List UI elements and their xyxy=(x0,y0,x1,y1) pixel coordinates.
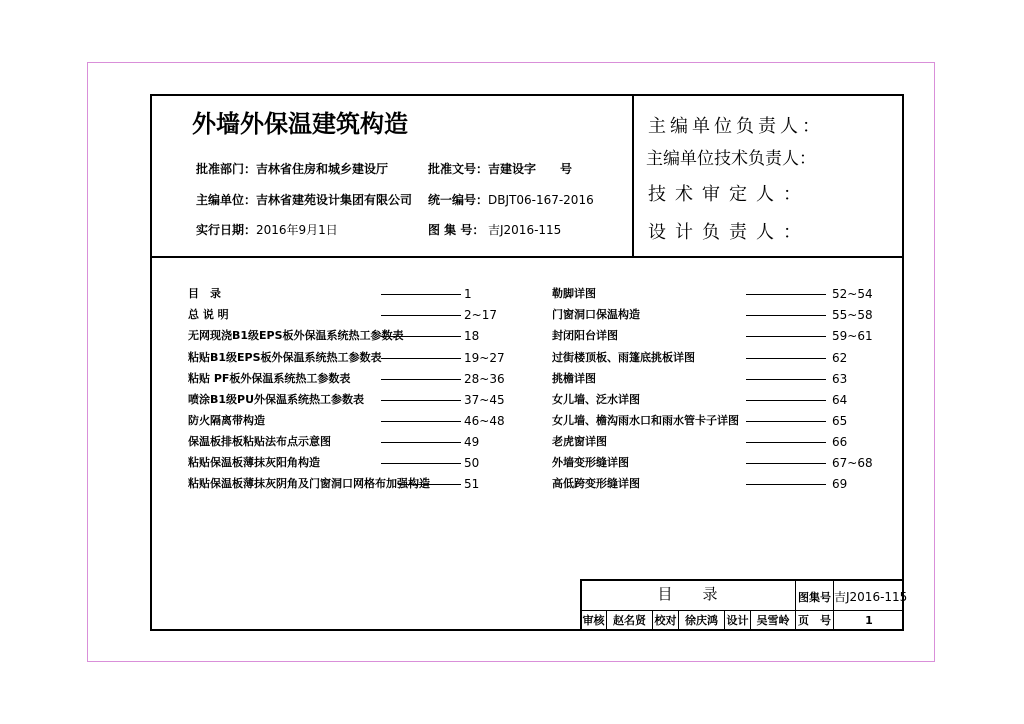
toc-entry-page: 46~48 xyxy=(464,414,505,428)
unified-no-label: 统一编号： xyxy=(428,193,489,207)
approval-doc-label: 批准文号： xyxy=(428,162,489,176)
effective-date-value: 2016年9月1日 xyxy=(256,223,338,237)
atlas-title: 外墙外保温建筑构造 xyxy=(192,109,408,138)
toc-leader-line xyxy=(746,358,826,359)
design-label: 设计 xyxy=(726,614,749,627)
toc-entry-title: 粘贴B1级EPS板外保温系统热工参数表 xyxy=(188,351,382,364)
atlas-no-label: 图 集 号： xyxy=(428,223,485,237)
toc-entry-title: 过街楼顶板、雨篷底挑板详图 xyxy=(552,351,695,364)
toc-entry-page: 67~68 xyxy=(832,456,873,470)
toc-entry-page: 1 xyxy=(464,287,472,301)
toc-entry-page: 51 xyxy=(464,477,480,491)
toc-entry-page: 69 xyxy=(832,477,848,491)
toc-leader-line xyxy=(381,379,461,380)
toc-leader-line xyxy=(381,336,461,337)
toc-leader-line xyxy=(746,463,826,464)
toc-entry-page: 52~54 xyxy=(832,287,873,301)
reviewer-name: 赵名贤 xyxy=(613,614,646,627)
toc-leader-line xyxy=(746,400,826,401)
toc-entry-page: 59~61 xyxy=(832,329,873,343)
toc-entry-page: 49 xyxy=(464,435,480,449)
drawing-name: 目 录 xyxy=(657,585,718,603)
toc-leader-line xyxy=(746,336,826,337)
toc-leader-line xyxy=(381,463,461,464)
toc-entry-title: 粘贴保温板薄抹灰阳角构造 xyxy=(188,456,320,469)
toc-entry-title: 门窗洞口保温构造 xyxy=(552,308,640,321)
atlas-no-label-cell: 图集号 xyxy=(798,591,831,604)
designer-name: 吴雪岭 xyxy=(756,614,790,627)
toc-leader-line xyxy=(381,358,461,359)
toc-entry-page: 65 xyxy=(832,414,848,428)
toc-entry-title: 女儿墙、泛水详图 xyxy=(552,393,640,406)
title-block-mid-line xyxy=(580,610,904,611)
toc-leader-line xyxy=(746,484,826,485)
toc-entry-page: 50 xyxy=(464,456,480,470)
atlas-no-cell: 吉J2016-115 xyxy=(834,590,908,604)
design-leader: 设计负责人： xyxy=(648,222,810,243)
atlas-no-value: 吉J2016-115 xyxy=(488,223,562,237)
toc-entry-title: 无网现浇B1级EPS板外保温系统热工参数表 xyxy=(188,329,404,342)
toc-leader-line xyxy=(746,421,826,422)
toc-entry-title: 外墙变形缝详图 xyxy=(552,456,629,469)
chief-unit-tech-leader: 主编单位技术负责人： xyxy=(646,149,816,169)
check-label: 校对 xyxy=(654,614,677,627)
toc-entry-title: 粘贴 PF板外保温系统热工参数表 xyxy=(188,372,351,385)
toc-leader-line xyxy=(381,400,461,401)
toc-leader-line xyxy=(746,315,826,316)
toc-leader-line xyxy=(381,315,461,316)
toc-leader-line xyxy=(398,484,461,485)
toc-entry-page: 19~27 xyxy=(464,351,505,365)
header-vertical-divider xyxy=(632,94,634,257)
header-divider xyxy=(150,256,904,258)
chief-unit-value: 吉林省建苑设计集团有限公司 xyxy=(256,193,413,207)
toc-entry-title: 挑檐详图 xyxy=(552,372,596,385)
chief-unit-leader: 主编单位负责人： xyxy=(648,116,824,137)
toc-leader-line xyxy=(746,379,826,380)
toc-leader-line xyxy=(381,442,461,443)
toc-entry-title: 高低跨变形缝详图 xyxy=(552,477,640,490)
toc-entry-title: 喷涂B1级PU外保温系统热工参数表 xyxy=(188,393,365,406)
toc-entry-page: 18 xyxy=(464,329,480,343)
toc-entry-title: 老虎窗详图 xyxy=(552,435,607,448)
toc-entry-title: 保温板排板粘贴法布点示意图 xyxy=(188,435,331,448)
effective-date-label: 实行日期： xyxy=(196,223,257,237)
unified-no-value: DBJT06-167-2016 xyxy=(488,193,594,207)
toc-leader-line xyxy=(746,294,826,295)
toc-entry-page: 37~45 xyxy=(464,393,505,407)
page-label: 页 号 xyxy=(798,614,831,627)
toc-entry-page: 66 xyxy=(832,435,848,449)
title-block-top-line xyxy=(580,579,904,581)
toc-entry-page: 64 xyxy=(832,393,848,407)
review-label: 审核 xyxy=(582,614,605,627)
approval-dept-label: 批准部门： xyxy=(196,162,257,176)
toc-entry-page: 62 xyxy=(832,351,848,365)
toc-entry-title: 粘贴保温板薄抹灰阴角及门窗洞口网格布加强构造 xyxy=(188,477,430,490)
toc-entry-page: 2~17 xyxy=(464,308,497,322)
toc-leader-line xyxy=(746,442,826,443)
chief-unit-label: 主编单位： xyxy=(196,193,257,207)
toc-entry-title: 女儿墙、檐沟雨水口和雨水管卡子详图 xyxy=(552,414,739,427)
toc-entry-title: 防火隔离带构造 xyxy=(188,414,265,427)
toc-entry-page: 55~58 xyxy=(832,308,873,322)
toc-entry-page: 63 xyxy=(832,372,848,386)
toc-leader-line xyxy=(381,421,461,422)
page-number: 1 xyxy=(865,614,873,627)
toc-entry-title: 封闭阳台详图 xyxy=(552,329,618,342)
toc-entry-title: 总 说 明 xyxy=(188,308,229,321)
toc-leader-line xyxy=(381,294,461,295)
approval-dept-value: 吉林省住房和城乡建设厅 xyxy=(256,162,389,176)
tech-reviewer: 技术审定人： xyxy=(648,184,810,205)
toc-entry-title: 勒脚详图 xyxy=(552,287,596,300)
toc-entry-page: 28~36 xyxy=(464,372,505,386)
toc-entry-title: 目 录 xyxy=(188,287,221,300)
approval-doc-value: 吉建设字 号 xyxy=(488,162,573,176)
checker-name: 徐庆鸿 xyxy=(685,614,718,627)
